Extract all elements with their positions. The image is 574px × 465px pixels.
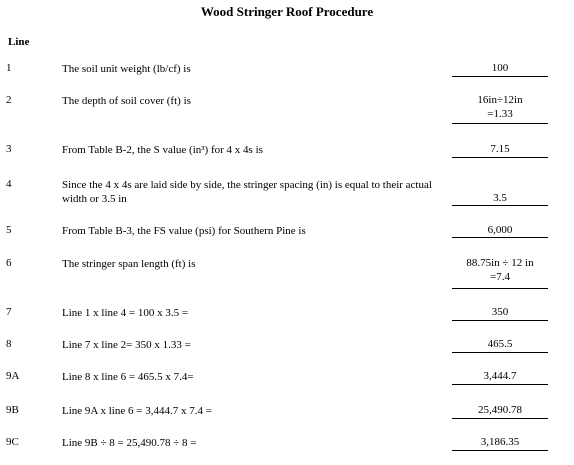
line-column-header: Line <box>8 36 30 48</box>
answer-rule <box>452 237 548 238</box>
line-value-result: =7.4 <box>490 271 510 283</box>
page-title: Wood Stringer Roof Procedure <box>200 4 374 19</box>
answer-rule <box>452 450 548 451</box>
line-value: 350 <box>491 306 509 318</box>
answer-rule <box>452 384 548 385</box>
line-description: Line 1 x line 4 = 100 x 3.5 = <box>62 307 189 319</box>
line-number: 1 <box>6 62 12 74</box>
line-description: Line 9B ÷ 8 = 25,490.78 ÷ 8 = <box>62 437 197 449</box>
line-number: 8 <box>6 338 12 350</box>
line-description: From Table B-3, the FS value (psi) for Southern Pine is <box>62 225 306 237</box>
line-description: Since the 4 x 4s are laid side by side, the stringer spacing (in) is equal to their actual width or 3.5 in <box>62 179 432 205</box>
line-description: The depth of soil cover (ft) is <box>62 95 191 107</box>
line-description: Line 8 x line 6 = 465.5 x 7.4= <box>62 371 194 383</box>
line-description: Line 9A x line 6 = 3,444.7 x 7.4 = <box>62 405 212 417</box>
answer-rule <box>452 418 548 419</box>
line-value: 25,490.78 <box>478 404 522 416</box>
answer-rule <box>452 320 548 321</box>
line-value: 88.75in ÷ 12 in <box>466 257 534 269</box>
answer-rule <box>452 288 548 289</box>
line-value: 6,000 <box>487 224 513 236</box>
line-number: 4 <box>6 178 12 190</box>
line-description: The soil unit weight (lb/cf) is <box>62 63 191 75</box>
line-value: 7.15 <box>490 143 510 155</box>
line-description: From Table B-2, the S value (in³) for 4 x 4s is <box>62 144 263 156</box>
line-number: 7 <box>6 306 12 318</box>
line-value: 3.5 <box>493 192 507 204</box>
line-number: 9A <box>6 370 20 382</box>
line-value: 3,186.35 <box>480 436 520 448</box>
line-number: 2 <box>6 94 12 106</box>
line-number: 9B <box>6 404 19 416</box>
line-number: 9C <box>6 436 19 448</box>
line-value: 3,444.7 <box>483 370 517 382</box>
line-number: 3 <box>6 143 12 155</box>
answer-rule <box>452 76 548 77</box>
line-number: 6 <box>6 257 12 269</box>
answer-rule <box>452 123 548 124</box>
line-description: Line 7 x line 2= 350 x 1.33 = <box>62 339 191 351</box>
answer-rule <box>452 205 548 206</box>
line-value: 16in÷12in <box>477 94 523 106</box>
line-value: 465.5 <box>487 338 513 350</box>
answer-rule <box>452 352 548 353</box>
line-value: 100 <box>491 62 509 74</box>
line-value-result: =1.33 <box>487 108 513 120</box>
line-number: 5 <box>6 224 12 236</box>
answer-rule <box>452 157 548 158</box>
line-description: The stringer span length (ft) is <box>62 258 196 270</box>
